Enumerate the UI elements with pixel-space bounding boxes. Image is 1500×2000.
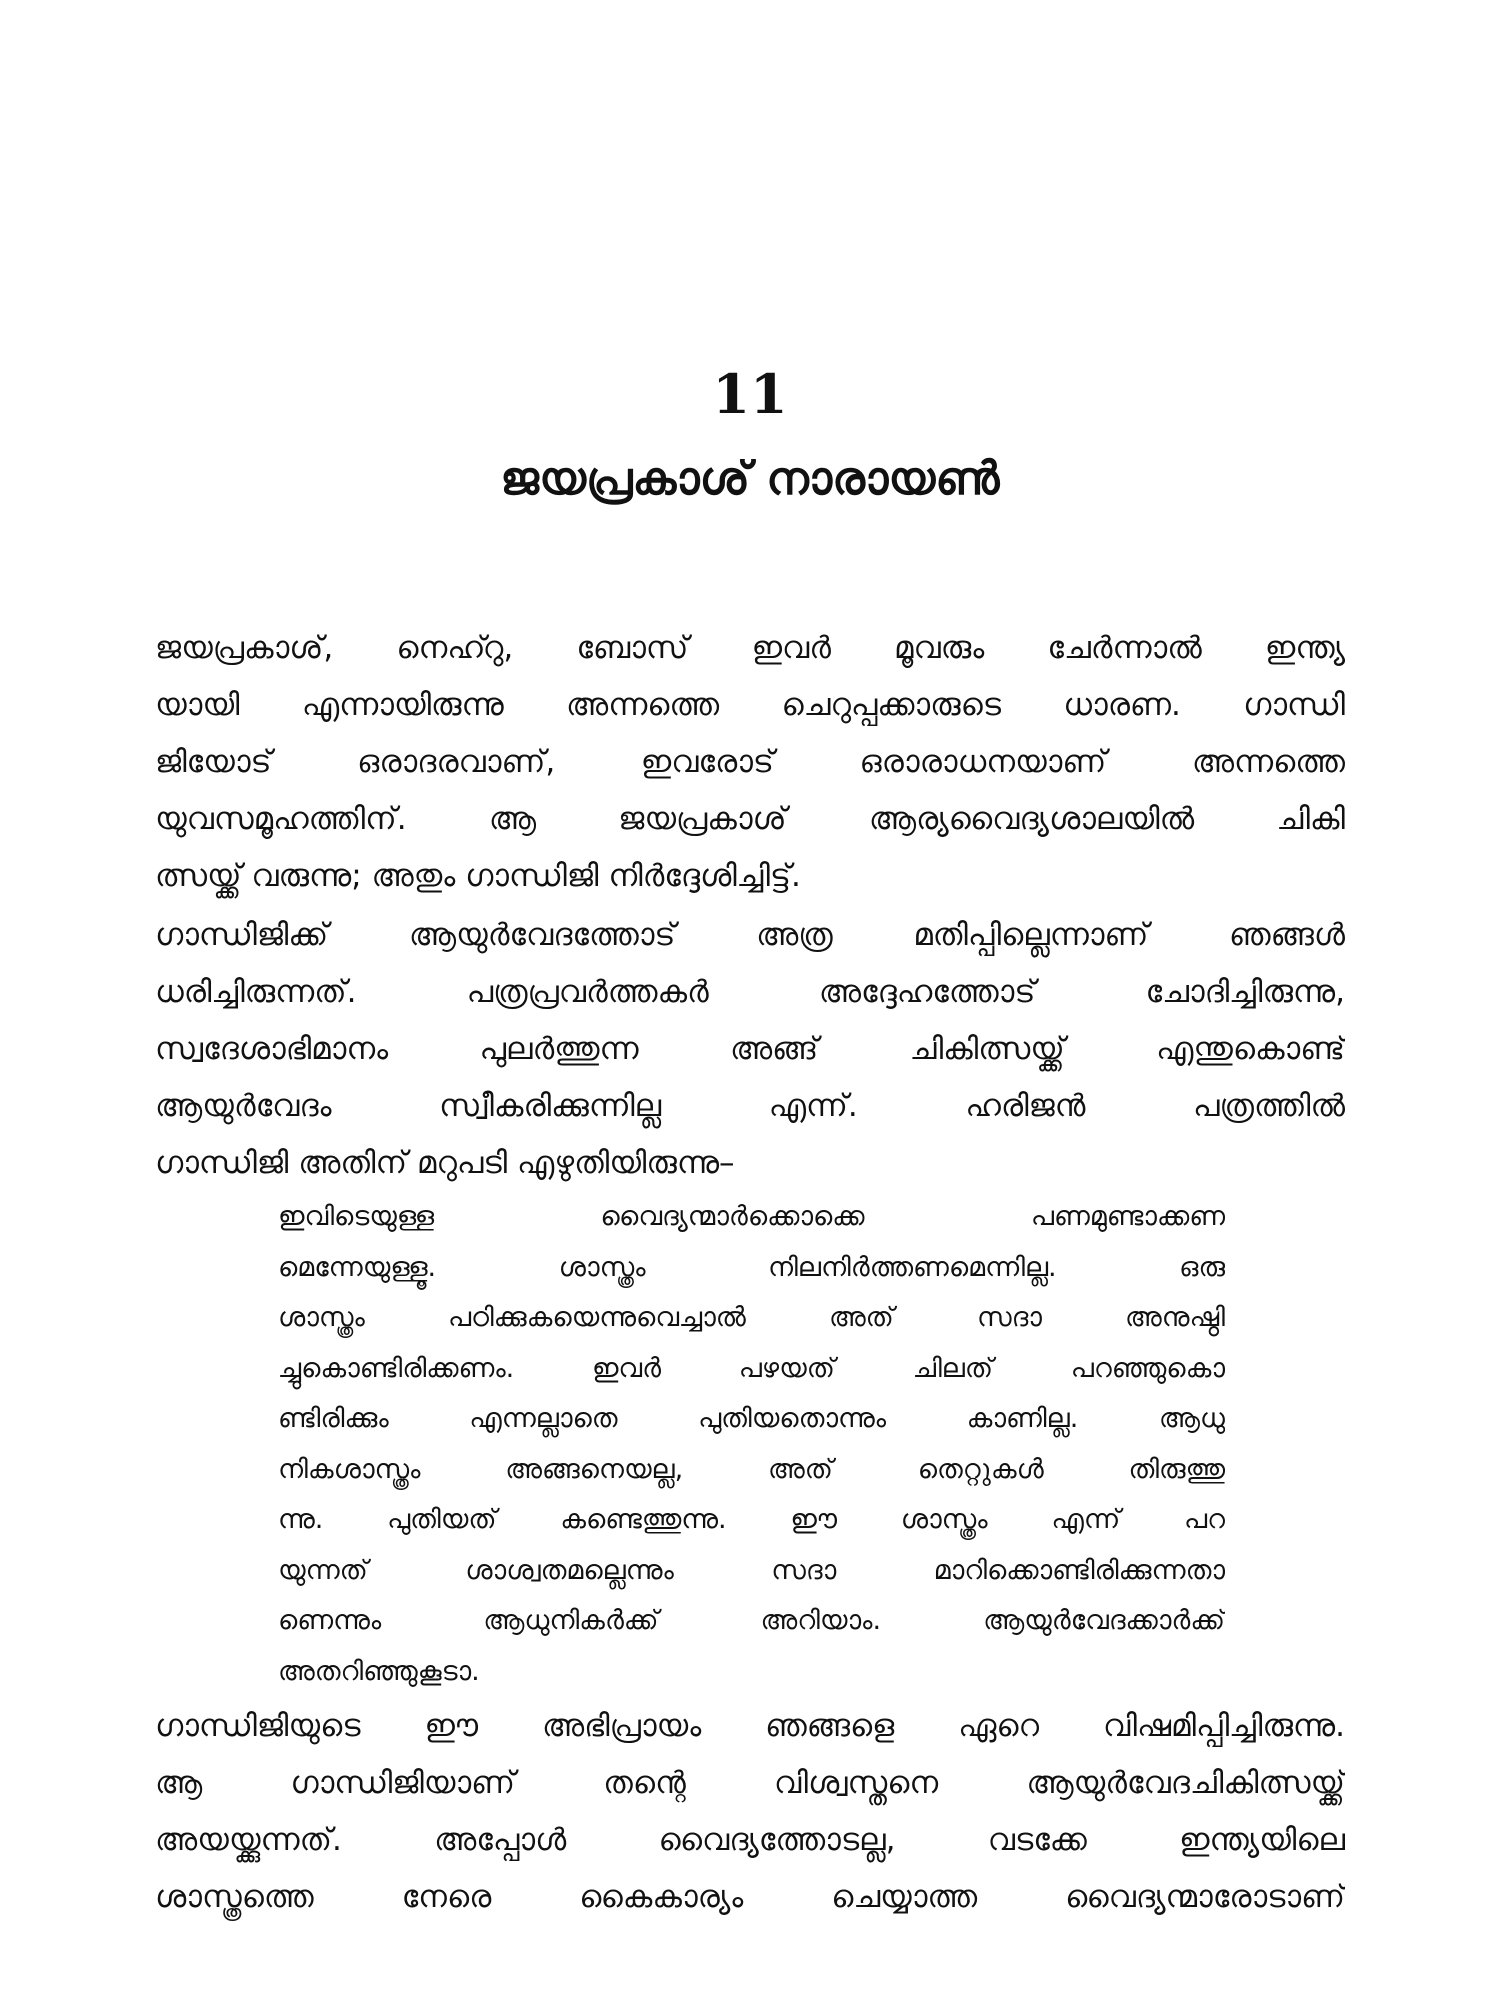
- paragraph-3: [155, 1698, 1345, 1926]
- quote-line: ച്ചുകൊണ്ടിരിക്കണം. ഇവർ പഴയത് ചിലത് പറഞ്ഞുകൊ: [278, 1352, 1225, 1384]
- text-line: ശാസ്ത്രത്തെ നേരെ കൈകാര്യം ചെയ്യാത്ത വൈദ്യന്മാരോടാണ്: [155, 1879, 1345, 1915]
- quote-line: ണെന്നും ആധുനികർക്ക് അറിയാം. ആയുർവേദക്കാർക്ക്: [278, 1605, 1225, 1636]
- text-line: ജിയോട് ഒരാദരവാണ്, ഇവരോട് ഒരാരാധനയാണ് അന്നത്തെ: [155, 744, 1345, 780]
- text-line: ഗാന്ധിജിക്ക് ആയുർവേദത്തോട് അത്ര മതിപ്പില്ലെന്നാണ് ഞങ്ങൾ: [155, 917, 1345, 953]
- chapter-title: ജയപ്രകാശ് നാരായൺ: [500, 451, 1000, 505]
- text-line: അയയ്ക്കുന്നത്. അപ്പോൾ വൈദ്യത്തോടല്ല, വടക്കേ ഇന്ത്യയിലെ: [155, 1822, 1345, 1858]
- chapter-number: 11: [712, 362, 788, 426]
- text-line: യായി എന്നായിരുന്നു അന്നത്തെ ചെറുപ്പക്കാരുടെ ധാരണ. ഗാന്ധി: [155, 687, 1345, 723]
- quote-line: ഇവിടെയുള്ള വൈദ്യന്മാർക്കൊക്കെ പണമുണ്ടാക്കണ: [278, 1201, 1225, 1232]
- text-line: ഗാന്ധിജി അതിന് മറുപടി എഴുതിയിരുന്നു–: [155, 1145, 735, 1181]
- quote-line: ണ്ടിരിക്കും എന്നല്ലാതെ പുതിയതൊന്നും കാണില്ല. ആധു: [278, 1403, 1225, 1434]
- text-line: ഗാന്ധിജിയുടെ ഈ അഭിപ്രായം ഞങ്ങളെ ഏറെ വിഷമിപ്പിച്ചിരുന്നു.: [155, 1708, 1345, 1744]
- text-line: ത്സയ്ക്ക് വരുന്നു; അതും ഗാന്ധിജി നിർദ്ദേശിച്ചിട്ട്.: [155, 858, 801, 894]
- text-line: സ്വദേശാഭിമാനം പുലർത്തുന്ന അങ്ങ് ചികിത്സയ്ക്ക് എന്തുകൊണ്ട്: [155, 1031, 1345, 1067]
- paragraph-2: [155, 907, 1345, 1192]
- quote-line: ന്നു. പുതിയത് കണ്ടെത്തുന്നു. ഈ ശാസ്ത്രം എന്ന് പറ: [278, 1504, 1225, 1535]
- text-line: യുവസമൂഹത്തിന്. ആ ജയപ്രകാശ് ആര്യവൈദ്യശാലയിൽ ചികി: [155, 801, 1345, 837]
- block-quote: [278, 1192, 1225, 1697]
- paragraph-1: [155, 620, 1345, 905]
- text-line: ജയപ്രകാശ്, നെഹ്റു, ബോസ് ഇവർ മൂവരും ചേർന്നാൽ ഇന്ത്യ: [155, 630, 1345, 666]
- text-line: ആ ഗാന്ധിജിയാണ് തന്റെ വിശ്വസ്തനെ ആയുർവേദചികിത്സയ്ക്ക്: [155, 1765, 1345, 1801]
- quote-line: യുന്നത് ശാശ്വതമല്ലെന്നും സദാ മാറിക്കൊണ്ടിരിക്കുന്നതാ: [278, 1554, 1225, 1586]
- text-line: ധരിച്ചിരുന്നത്. പത്രപ്രവർത്തകർ അദ്ദേഹത്തോട് ചോദിച്ചിരുന്നു,: [155, 974, 1345, 1010]
- quote-line: മെന്നേയുള്ളൂ. ശാസ്ത്രം നിലനിർത്തണമെന്നില്ല. ഒരു: [278, 1251, 1225, 1283]
- quote-line: ശാസ്ത്രം പഠിക്കുകയെന്നുവെച്ചാൽ അത് സദാ അനുഷ്ഠി: [278, 1302, 1225, 1333]
- text-line: ആയുർവേദം സ്വീകരിക്കുന്നില്ല എന്ന്. ഹരിജൻ പത്രത്തിൽ: [155, 1088, 1345, 1124]
- quote-line: അതറിഞ്ഞുകൂടാ.: [278, 1655, 480, 1687]
- quote-line: നികശാസ്ത്രം അങ്ങനെയല്ല, അത് തെറ്റുകൾ തിരുത്തു: [278, 1453, 1225, 1485]
